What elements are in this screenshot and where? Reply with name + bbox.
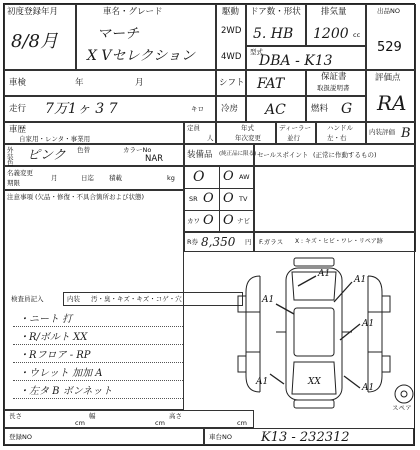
lot-number: 529: [377, 40, 402, 55]
first-reg-cell: [4, 4, 76, 70]
name-change-cell: [4, 166, 184, 190]
length-label: 長さ: [9, 412, 22, 420]
model-label: 型式: [250, 48, 263, 56]
width-unit: cm: [155, 419, 165, 427]
interior-label: 内装評価: [369, 128, 395, 136]
mileage-value: 7万1ヶ 3 7: [45, 101, 118, 117]
vehicle-sub: 自家用・レンタ・事業用: [19, 135, 91, 143]
dimensions-cell: [4, 410, 254, 428]
handle-cell: [316, 122, 366, 144]
sales-sub: (正常に作動するもの): [313, 151, 377, 159]
mileage-unit: キロ: [191, 105, 204, 113]
deadline-label: 期限: [7, 179, 20, 187]
damage-mark-2: A1: [354, 275, 367, 285]
score-cell: [366, 70, 416, 122]
lot-cell: [366, 4, 416, 70]
cooling-value: AC: [265, 102, 286, 118]
color-no-value: NAR: [145, 154, 164, 164]
change-label: 年次変更: [235, 134, 261, 142]
equip-code-kawa: カワ: [187, 217, 200, 225]
inspector-line-4: ・ウレット 加加 A: [19, 368, 103, 379]
grade-value: X Vセレクション: [87, 48, 195, 64]
vehicle-label: 車歴: [9, 125, 27, 135]
cooling-value-cell: [246, 96, 306, 122]
inspector-line-2: ・R/ボルト XX: [19, 332, 88, 343]
equipment-grid: [184, 166, 254, 232]
model-cell: [246, 46, 366, 70]
equip-mark-tv: O: [223, 191, 234, 206]
auction-sheet: [3, 3, 415, 446]
notes-cell: [4, 190, 184, 286]
shift-label: シフト: [219, 78, 245, 88]
height-unit: cm: [237, 419, 247, 427]
lot-label: 出品NO: [377, 7, 400, 15]
recycle-value: 8,350: [201, 235, 236, 249]
width-label: 幅: [89, 412, 96, 420]
damage-mark-7: XX: [308, 377, 321, 387]
capacity-cell: [184, 122, 216, 144]
inspector-line-3: ・Rフロア - RP: [19, 350, 91, 361]
car-name-value: マーチ: [97, 26, 139, 42]
sales-header-cell: [254, 144, 416, 166]
glass-codes: X : キズ・ヒビ・ワレ・リペア跡: [295, 238, 383, 245]
cooling-cell: [216, 96, 246, 122]
equip-code-sr: SR: [189, 195, 198, 203]
interior-score-cell: [366, 122, 416, 144]
damage-mark-4: A1: [362, 319, 375, 329]
deadline-day: 日迄: [81, 174, 94, 182]
car-name-cell: [76, 4, 216, 70]
frame-value: K13 - 232312: [261, 430, 350, 445]
drive-4wd: 4WD: [221, 52, 242, 62]
drive-2wd: 2WD: [221, 26, 242, 36]
car-name-label: 車名・グレード: [103, 7, 163, 17]
height-label: 高さ: [169, 412, 182, 420]
sales-area: [254, 166, 416, 232]
equip-code-aw: AW: [239, 173, 250, 181]
glass-label: F.ガラス: [259, 238, 284, 246]
equip-code-navi: ナビ: [237, 217, 250, 225]
displacement-label: 排気量: [321, 7, 347, 17]
damage-mark-1: A1: [318, 269, 331, 279]
inspection-cell: [4, 70, 216, 96]
first-reg-value: 8/8月: [11, 31, 58, 52]
warranty-sub: 取扱説明書: [317, 84, 350, 92]
inspection-month: 月: [135, 78, 144, 88]
spare-tire: [395, 385, 413, 403]
inspection-label: 車検: [9, 78, 27, 88]
shift-value: FAT: [257, 76, 285, 92]
sales-label: セールスポイント: [257, 151, 309, 159]
shift-cell: [216, 70, 246, 96]
inspector-codes: 汚・臭・キズ・キズ・コゲ・穴: [91, 295, 182, 303]
first-reg-label: 初度登録年月: [7, 7, 59, 17]
doors-cell: [246, 4, 306, 46]
fuel-value: G: [341, 101, 353, 117]
name-change-label: 名義変更: [7, 169, 33, 177]
spare-label: スペア: [392, 404, 412, 410]
capacity-unit: 人: [207, 134, 214, 142]
interior-value: B: [401, 126, 411, 141]
fuel-cell: [306, 96, 366, 122]
displacement-cell: [306, 4, 366, 46]
length-unit: cm: [75, 419, 85, 427]
handle-options: 左・右: [327, 134, 347, 142]
mileage-cell: [4, 96, 216, 122]
car-side-right: [368, 276, 382, 392]
cooling-label: 冷房: [221, 104, 239, 114]
equip-label: 装備品: [187, 150, 213, 160]
equip-header-cell: [184, 144, 257, 166]
load-label: 積載: [109, 174, 122, 182]
capacity-label: 定員: [187, 124, 200, 132]
inspector-line-1: ・ニート 打: [19, 314, 73, 325]
frame-no-cell: [204, 428, 414, 445]
year-model-label: 年式: [241, 124, 254, 132]
drive-label: 駆動: [222, 7, 240, 17]
shift-value-cell: [246, 70, 306, 96]
damage-mark-3: A1: [262, 295, 275, 305]
mileage-label: 走行: [9, 104, 27, 114]
notes-label: 注意事項: [7, 193, 33, 201]
damage-mark-5: A1: [256, 377, 269, 387]
parallel-label: 並行: [287, 134, 300, 142]
color-value: ピンク: [27, 148, 66, 163]
fuel-label: 燃料: [311, 104, 329, 114]
equip-mark-aw: O: [223, 169, 234, 184]
dealer-cell: [276, 122, 316, 144]
reg-no-label: 登録NO: [9, 433, 32, 441]
equip-sub: (純正品に限る): [219, 151, 257, 157]
color-label: 外装色: [7, 146, 14, 167]
score-label: 評価点: [375, 73, 401, 83]
warranty-label: 保証書: [321, 72, 347, 82]
inspector-label: 検査員記入: [11, 295, 44, 303]
equip-code-tv: TV: [239, 195, 248, 203]
cc-unit: cc: [353, 31, 361, 39]
score-value: RA: [377, 91, 407, 115]
equip-mark-navi: O: [223, 213, 234, 228]
handle-label: ハンドル: [327, 124, 353, 132]
year-model-cell: [216, 122, 276, 144]
dealer-label: ディーラー: [279, 124, 311, 132]
load-unit: kg: [167, 174, 175, 182]
recycle-cell: [184, 232, 254, 252]
color-change-label: 色替: [77, 146, 90, 154]
inspector-interior-label: 内装: [67, 295, 80, 303]
warranty-cell: [306, 70, 366, 96]
displacement-value: 1200: [313, 26, 349, 42]
equip-mark-sr: O: [203, 191, 214, 206]
notes-sub: (欠品・修復・不具合箇所および状態): [35, 193, 145, 201]
car-diagram: [184, 252, 416, 410]
vehicle-history-cell: [4, 122, 184, 144]
inspector-line-5: ・左タ B ボンネット: [19, 386, 113, 397]
reg-no-cell: [4, 428, 204, 445]
doors-label: ドア数・形状: [250, 7, 301, 17]
car-roof: [294, 308, 334, 356]
recycle-unit: 円: [245, 238, 252, 246]
color-no-label: カラーNo: [123, 146, 152, 154]
recycle-label: R券: [187, 238, 199, 246]
color-cell: [4, 144, 184, 166]
inspection-year: 年: [75, 78, 84, 88]
equip-mark-kawa: O: [203, 213, 214, 228]
inspector-cell: [4, 286, 184, 410]
frame-label: 車台NO: [209, 433, 232, 441]
deadline-month: 月: [51, 174, 58, 182]
glass-cell: [254, 232, 416, 252]
damage-mark-6: A1: [362, 383, 375, 393]
doors-value: 5. HB: [253, 26, 294, 42]
equip-mark-tl: O: [193, 169, 205, 185]
car-side-left: [246, 276, 260, 392]
drive-cell: [216, 4, 246, 70]
model-value: DBA - K13: [259, 53, 333, 69]
